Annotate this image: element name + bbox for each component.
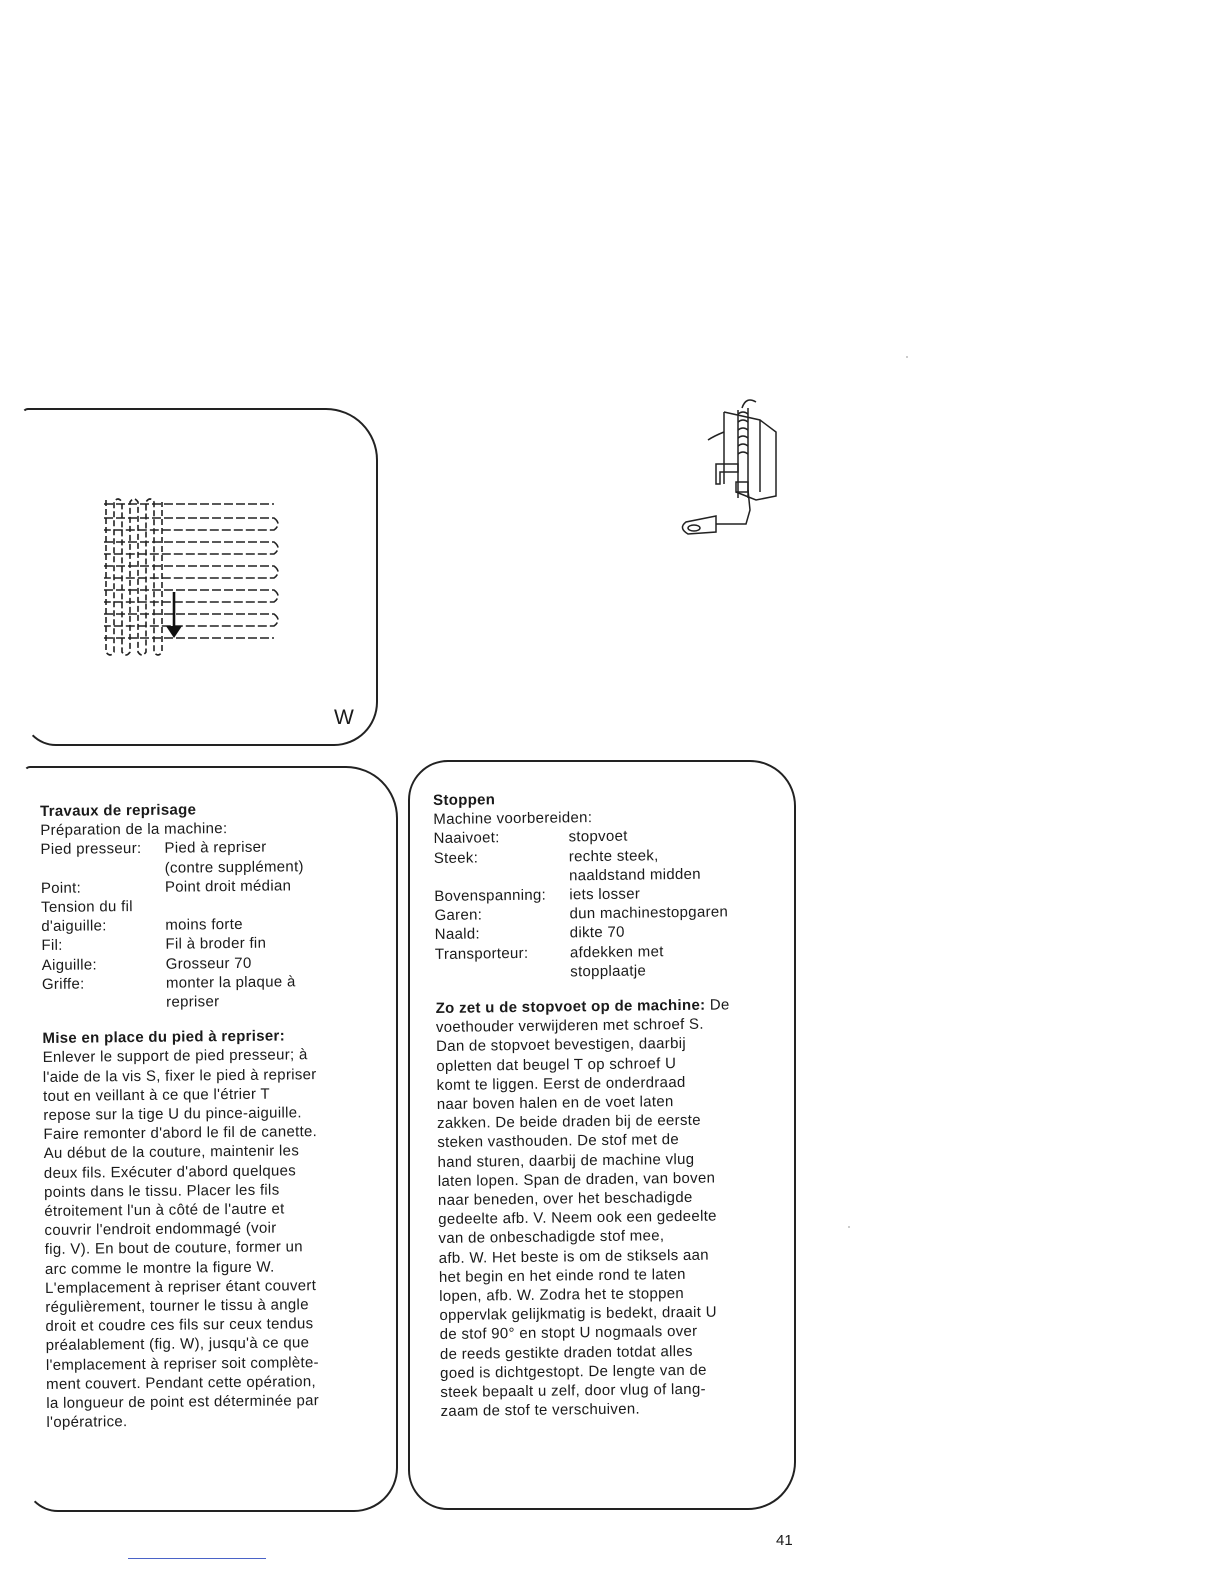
french-prep-heading: Préparation de la machine:	[40, 820, 228, 840]
french-body-text	[43, 1045, 377, 1432]
settings-value: repriser	[166, 993, 220, 1011]
body-line: opletten dat beugel T op schroef U	[436, 1054, 677, 1075]
french-title: Travaux de reprisage	[40, 801, 197, 820]
body-line: étroitement l'un à côté de l'autre et	[44, 1200, 285, 1221]
body-line: oppervlak gelijkmatig is bedekt, draait U	[439, 1303, 717, 1325]
settings-row	[435, 960, 770, 983]
darning-grid-figure	[96, 496, 292, 658]
body-line: zaam de stof te verschuiven.	[440, 1400, 641, 1421]
french-subtitle: Mise en place du pied à repriser:	[42, 1027, 286, 1048]
body-line: laten lopen. Span de draden, van boven	[437, 1169, 716, 1190]
body-line: steek bepaalt u zelf, door vlug of lang-	[440, 1380, 706, 1402]
settings-key: Transporteur:	[434, 944, 529, 963]
body-line: la longueur de point est déterminée par	[46, 1392, 320, 1413]
body-line: naar beneden, over het beschadigde	[437, 1188, 693, 1210]
settings-key: Fil:	[41, 937, 63, 955]
page-number: 41	[776, 1532, 793, 1549]
body-line: steken vasthouden. De stof met de	[437, 1131, 680, 1152]
body-line: droit et coudre ces fils sur ceux tendus	[45, 1315, 314, 1336]
settings-value: stopvoet	[568, 828, 628, 846]
body-line: Dan de stopvoet bevestigen, daarbij	[436, 1035, 687, 1056]
dutch-instructions	[433, 787, 776, 1422]
settings-key: Garen:	[434, 906, 483, 925]
settings-value: (contre supplément)	[164, 857, 304, 877]
french-settings-table	[40, 837, 372, 1013]
settings-key: Pied presseur:	[40, 840, 142, 859]
settings-key: Tension du fil	[41, 898, 133, 917]
body-line: van de onbeschadigde stof mee,	[438, 1227, 665, 1248]
settings-value: dikte 70	[569, 924, 625, 942]
settings-key: Bovenspanning:	[434, 886, 547, 906]
settings-value: Grosseur 70	[165, 954, 252, 973]
body-line: arc comme le montre la figure W.	[44, 1258, 275, 1278]
scan-speck	[906, 356, 908, 358]
body-line: l'opératrice.	[46, 1413, 128, 1432]
settings-value: Fil à broder fin	[165, 935, 267, 954]
body-line: komt te liggen. Eerst de onderdraad	[436, 1073, 686, 1094]
settings-key	[434, 866, 569, 887]
settings-value: rechte steek,	[568, 846, 659, 865]
body-line: l'aide de la vis S, fixer le pied à repriser	[42, 1065, 317, 1086]
body-line: repose sur la tige U du pince-aiguille.	[43, 1104, 302, 1125]
body-line: Enlever le support de pied presseur; à	[42, 1046, 308, 1067]
french-instructions	[40, 799, 377, 1433]
settings-value: Point droit médian	[164, 877, 292, 896]
body-line: fig. V). En bout de couture, former un	[44, 1238, 303, 1259]
body-line: l'emplacement à repriser soit complète-	[45, 1353, 319, 1374]
dutch-subtitle-tail: De	[709, 996, 730, 1014]
body-line: tout en veillant à ce que l'étrier T	[42, 1085, 271, 1105]
body-line: Faire remonter d'abord le fil de canette.	[43, 1123, 318, 1144]
body-line: de reeds gestikte draden totdat alles	[439, 1342, 693, 1363]
settings-row	[42, 991, 372, 1014]
body-line: points dans le tissu. Placer les fils	[43, 1181, 280, 1201]
dutch-body-text	[436, 1014, 776, 1421]
body-line: de stof 90° en stopt U nogmaals over	[439, 1323, 698, 1344]
settings-key: Steek:	[433, 849, 479, 867]
body-line: régulièrement, tourner le tissu à angle	[45, 1296, 309, 1317]
body-line: afb. W. Het beste is om de stiksels aan	[438, 1246, 709, 1267]
settings-value: afdekken met	[569, 942, 664, 961]
settings-key: Point:	[40, 879, 82, 897]
dutch-settings-table	[433, 825, 770, 983]
settings-value: Pied à repriser	[164, 839, 267, 858]
body-line: hand sturen, daarbij de machine vlug	[437, 1150, 695, 1171]
settings-value: stopplaatje	[570, 962, 647, 981]
footer-rule	[128, 1558, 266, 1559]
settings-key: Naaivoet:	[433, 829, 500, 848]
settings-key	[42, 993, 166, 1014]
figure-label: W	[334, 706, 354, 729]
body-line: het begin en het einde rond te laten	[438, 1265, 686, 1286]
settings-value: iets losser	[569, 885, 641, 904]
settings-row	[434, 902, 769, 925]
settings-value: naaldstand midden	[568, 865, 702, 885]
settings-key	[41, 858, 165, 879]
body-line: deux fils. Exécuter d'abord quelques	[43, 1161, 297, 1182]
darning-foot-illustration	[676, 392, 786, 552]
body-line: naar boven halen en de voet laten	[436, 1093, 674, 1114]
scan-speck	[848, 1226, 850, 1228]
settings-key: Naald:	[434, 925, 481, 944]
settings-value: dun machinestopgaren	[569, 903, 729, 923]
settings-key: Griffe:	[41, 975, 85, 993]
dutch-prep-heading: Machine voorbereiden:	[433, 809, 593, 829]
body-line: préalablement (fig. W), jusqu'à ce que	[45, 1334, 310, 1355]
body-line: lopen, afb. W. Zodra het te stoppen	[439, 1285, 685, 1306]
body-line: gedeelte afb. V. Neem ook een gedeelte	[438, 1207, 717, 1229]
settings-value: monter la plaque à	[165, 973, 296, 992]
body-line: voethouder verwijderen met schroef S.	[435, 1015, 704, 1037]
body-line: L'emplacement à repriser étant couvert	[45, 1277, 317, 1297]
settings-key	[435, 962, 570, 983]
body-line: goed is dichtgestopt. De lengte van de	[440, 1361, 707, 1382]
settings-key: Aiguille:	[41, 956, 98, 974]
body-line: zakken. De beide draden bij de eerste	[436, 1112, 701, 1133]
body-line: couvrir l'endroit endommagé (voir	[44, 1219, 277, 1240]
body-line: Au début de la couture, maintenir les	[43, 1142, 300, 1163]
settings-key: d'aiguille:	[41, 917, 107, 936]
body-line: ment couvert. Pendant cette opération,	[46, 1373, 317, 1393]
dutch-title: Stoppen	[433, 791, 496, 809]
settings-value: moins forte	[165, 916, 243, 934]
dutch-subtitle: Zo zet u de stopvoet op de machine:	[435, 996, 706, 1018]
